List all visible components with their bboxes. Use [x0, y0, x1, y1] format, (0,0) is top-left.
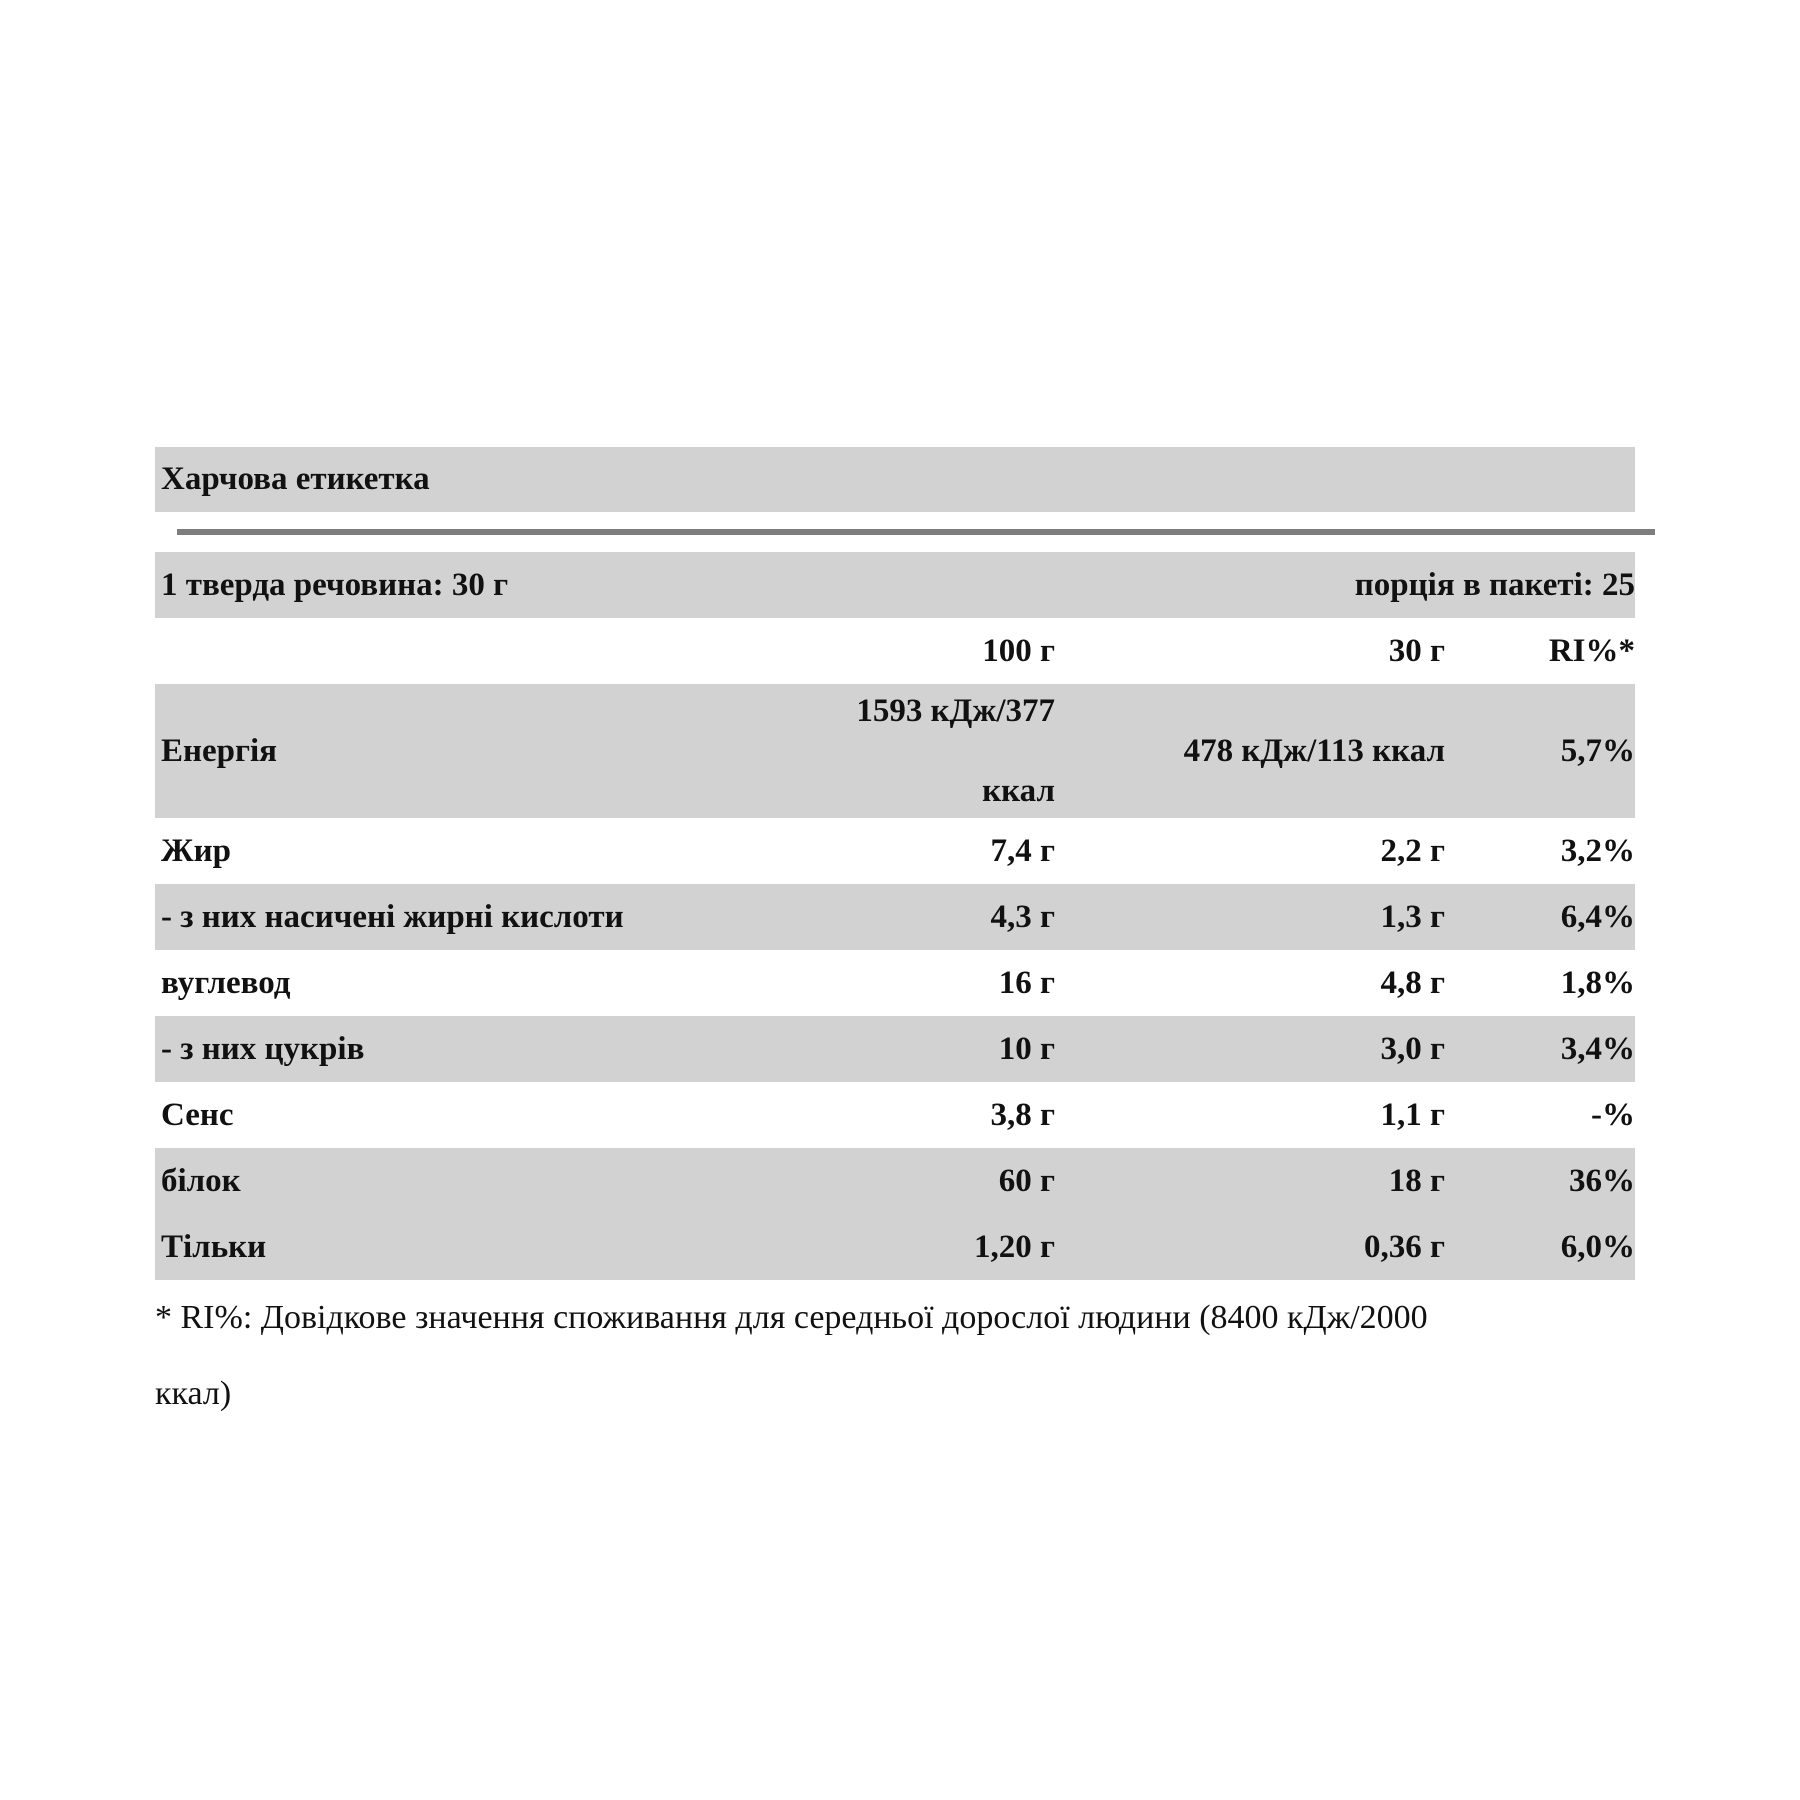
- column-header-30g: 30 г: [1388, 632, 1445, 669]
- servings-per-pack: порція в пакеті: 25: [1354, 566, 1635, 603]
- serving-row: [155, 552, 1635, 618]
- serving-size: 1 тверда речовина: 30 г: [161, 566, 509, 603]
- table-row-sugars: [155, 1016, 1635, 1082]
- row-label: Енергія: [161, 732, 278, 769]
- value-per-30g: 3,0 г: [1380, 1030, 1445, 1067]
- table-row-energy: [155, 684, 1635, 818]
- value-per-30g: 1,3 г: [1380, 898, 1445, 935]
- value-per-100g: 10 г: [998, 1030, 1055, 1067]
- table-row-fibre: [155, 1082, 1635, 1148]
- ri-footnote-line1: * RI%: Довідкове значення споживання для середньої дорослої людини (8400 кДж/2000: [155, 1299, 1428, 1336]
- value-per-30g: 4,8 г: [1380, 964, 1445, 1001]
- row-label: - з них насичені жирні кислоти: [161, 898, 624, 935]
- value-ri-percent: 6,0%: [1560, 1228, 1635, 1265]
- value-ri-percent: -%: [1591, 1096, 1635, 1133]
- value-ri-percent: 5,7%: [1560, 732, 1635, 769]
- value-per-30g: 2,2 г: [1380, 832, 1445, 869]
- ri-footnote: [155, 1280, 1635, 1412]
- table-row-saturated-fat: [155, 884, 1635, 950]
- value-per-100g: 60 г: [998, 1162, 1055, 1199]
- table-row-carbohydrate: [155, 950, 1635, 1016]
- value-per-100g: 1593 кДж/377 ккал: [856, 693, 1055, 809]
- value-ri-percent: 1,8%: [1560, 964, 1635, 1001]
- value-per-100g: 16 г: [998, 964, 1055, 1001]
- divider-line: [177, 529, 1655, 535]
- value-per-30g: 18 г: [1388, 1162, 1445, 1199]
- row-label: Тільки: [161, 1228, 267, 1265]
- table-row-protein: [155, 1148, 1635, 1214]
- value-ri-percent: 6,4%: [1560, 898, 1635, 935]
- table-title: Харчова етикетка: [161, 461, 430, 497]
- value-per-30g: 0,36 г: [1364, 1228, 1445, 1265]
- value-ri-percent: 36%: [1569, 1162, 1635, 1199]
- row-label: вуглевод: [161, 964, 291, 1001]
- row-label: - з них цукрів: [161, 1030, 365, 1067]
- row-label: білок: [161, 1162, 241, 1199]
- ri-footnote-line2-clipped: ккал): [155, 1375, 232, 1412]
- row-label: Сенс: [161, 1096, 234, 1133]
- value-per-30g: 478 кДж/113 ккал: [1183, 732, 1445, 769]
- table-row-salt: [155, 1214, 1635, 1280]
- row-label: Жир: [161, 832, 231, 869]
- value-per-100g: 3,8 г: [990, 1096, 1055, 1133]
- header-divider-area: [155, 512, 1635, 552]
- value-ri-percent: 3,2%: [1560, 832, 1635, 869]
- nutrition-label-table: [155, 447, 1635, 1412]
- value-per-100g: 7,4 г: [990, 832, 1055, 869]
- value-per-100g: 4,3 г: [990, 898, 1055, 935]
- column-header-100g: 100 г: [982, 632, 1055, 669]
- value-ri-percent: 3,4%: [1560, 1030, 1635, 1067]
- column-header-ri: RI%*: [1548, 632, 1635, 669]
- value-per-30g: 1,1 г: [1380, 1096, 1445, 1133]
- value-per-100g: 1,20 г: [974, 1228, 1055, 1265]
- table-title-row: [155, 447, 1635, 512]
